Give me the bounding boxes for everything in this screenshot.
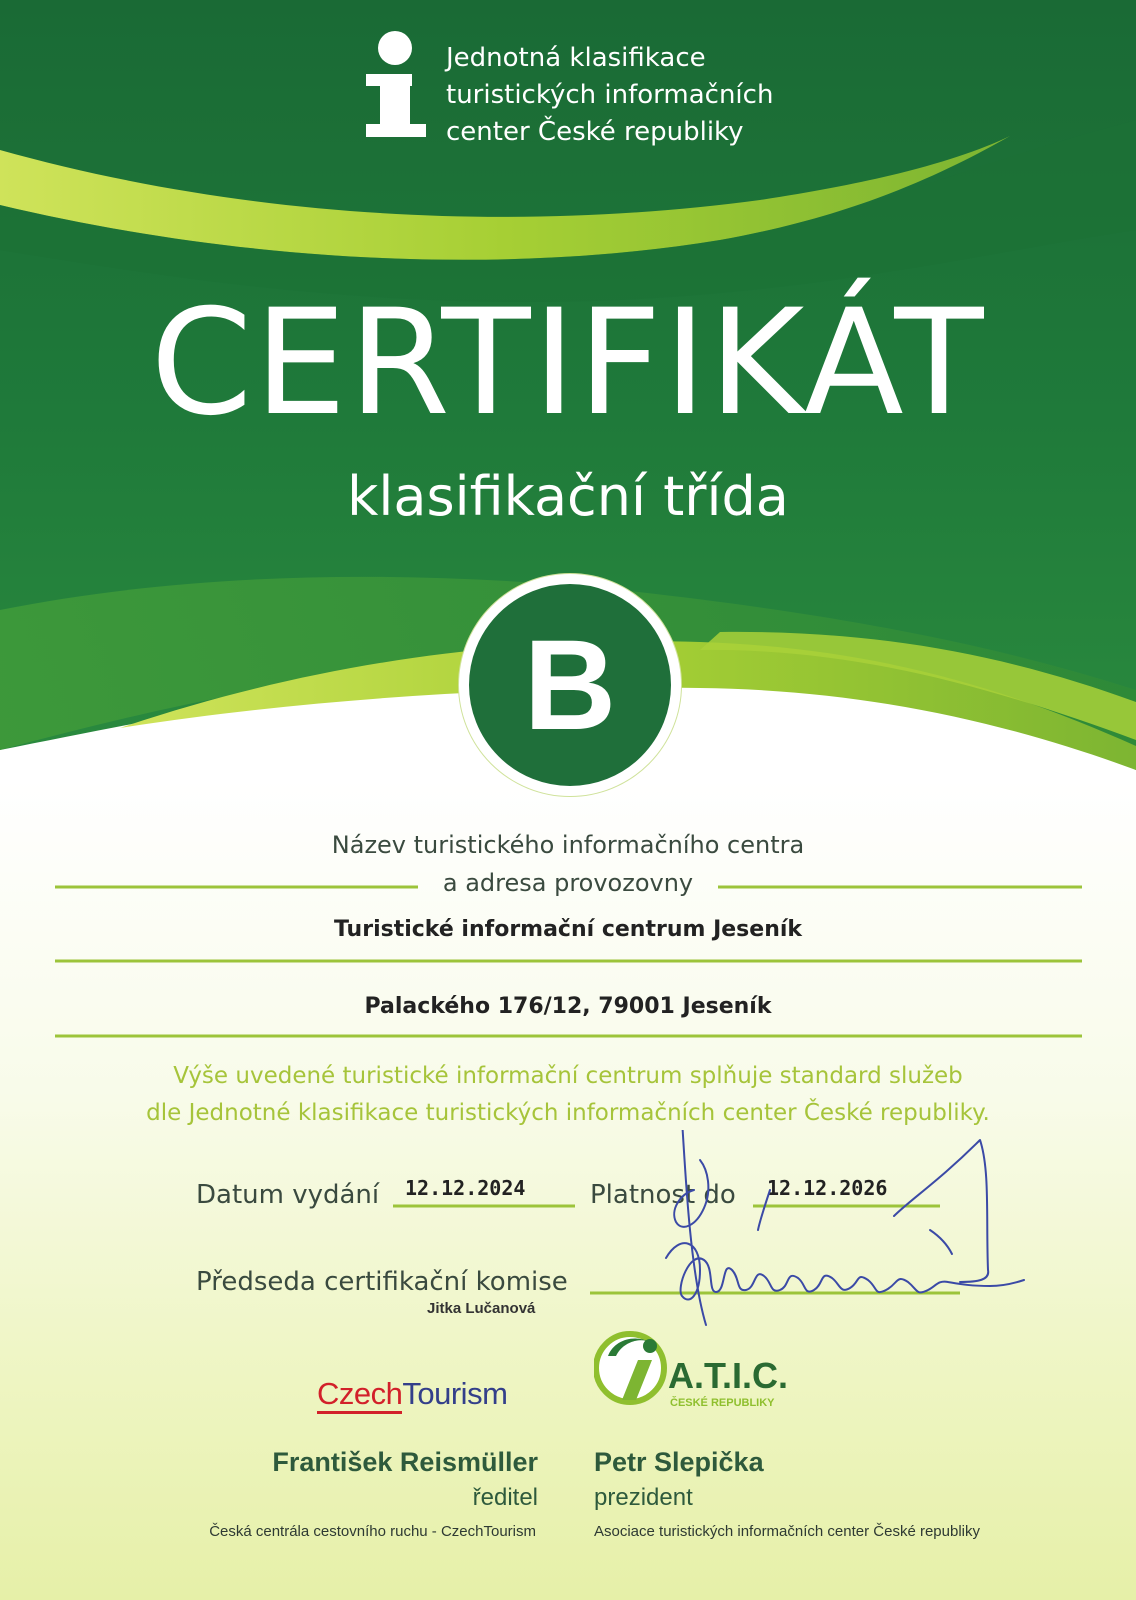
- info-i-icon: [360, 30, 426, 140]
- right-signatory-org: Asociace turistických informačních center České republiky: [594, 1523, 980, 1540]
- czechtourism-logo-part2: Tourism: [402, 1376, 508, 1411]
- valid-until-label: Platnost do: [590, 1180, 736, 1210]
- name-field-label: [0, 826, 1136, 902]
- issue-date-value: 12.12.2024: [405, 1176, 526, 1200]
- right-signatory-role: prezident: [594, 1484, 693, 1511]
- header-title-line: center České republiky: [446, 117, 744, 147]
- header-title-line: turistických informačních: [446, 80, 774, 110]
- statement-line2: dle Jednotné klasifikace turistických informačních center České republiky.: [146, 1100, 990, 1126]
- compliance-statement: [0, 1058, 1136, 1132]
- atic-logo: [594, 1326, 794, 1416]
- czechtourism-logo: [317, 1376, 507, 1412]
- certificate-subtitle: klasifikační třída: [347, 465, 789, 528]
- left-signatory-name: František Reismüller: [272, 1447, 538, 1477]
- committee-chair-name: Jitka Lučanová: [427, 1300, 536, 1317]
- atic-logo-text: A.T.I.C.: [668, 1355, 789, 1396]
- center-name: Turistické informační centrum Jeseník: [333, 917, 803, 942]
- committee-chair-label: Předseda certifikační komise: [196, 1267, 568, 1297]
- name-field-label-line1: Název turistického informačního centra: [331, 831, 805, 859]
- certificate-title: CERTIFIKÁT: [150, 278, 986, 448]
- header-title-line: Jednotná klasifikace: [446, 43, 706, 73]
- czechtourism-logo-part1: Czech: [317, 1376, 402, 1414]
- left-signatory-role: ředitel: [472, 1484, 538, 1511]
- right-signatory-name: Petr Slepička: [594, 1447, 764, 1477]
- header-title: [446, 40, 773, 151]
- class-letter: B: [523, 613, 617, 757]
- left-signatory-org: Česká centrála cestovního ruchu - CzechTourism: [209, 1523, 536, 1540]
- issue-date-label: Datum vydání: [196, 1180, 380, 1210]
- handwritten-signature: [660, 1130, 1030, 1330]
- name-field-label-line2: a adresa provozovny: [442, 869, 694, 897]
- valid-until-value: 12.12.2026: [767, 1176, 888, 1200]
- class-badge: [459, 574, 681, 796]
- atic-logo-subtext: ČESKÉ REPUBLIKY: [670, 1397, 775, 1409]
- statement-line1: Výše uvedené turistické informační centrum splňuje standard služeb: [173, 1063, 963, 1089]
- center-address: Palackého 176/12, 79001 Jeseník: [364, 994, 772, 1019]
